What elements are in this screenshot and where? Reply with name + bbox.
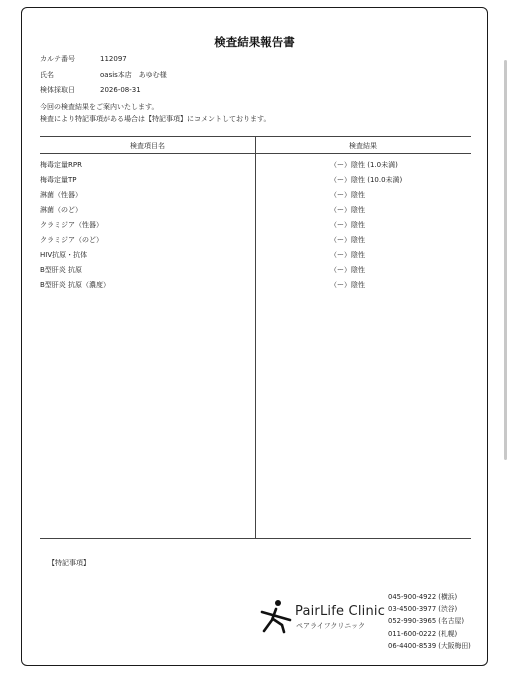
phone-number: 052-990-3965 (名古屋) (388, 617, 465, 626)
meta-label: 検体採取日 (40, 86, 75, 94)
meta-collection-date (40, 85, 141, 95)
table-row (40, 220, 471, 235)
intro-line: 今回の検査結果をご案内いたします。 (40, 103, 159, 111)
meta-value: oasis本店 あゆむ様 (100, 71, 167, 79)
header-result: 検査結果 (349, 142, 377, 150)
row-item: 淋菌（性器） (40, 191, 82, 199)
row-result: （ー）陰性 (330, 221, 365, 229)
table-row (40, 280, 471, 295)
table-row (40, 265, 471, 280)
row-result: （ー）陰性 (1.0未満) (330, 161, 398, 169)
row-result: （ー）陰性 (330, 236, 365, 244)
row-item: B型肝炎 抗原 (40, 266, 83, 274)
clinic-name-kana: ペアライフクリニック (296, 622, 365, 630)
results-table (40, 136, 471, 539)
meta-label: カルテ番号 (40, 55, 75, 63)
phone-number: 011-600-0222 (札幌) (388, 629, 458, 638)
table-row (40, 235, 471, 250)
phone-number: 06-4400-8539 (大阪梅田) (388, 641, 471, 650)
row-item: HIV抗原・抗体 (40, 251, 88, 259)
phone-number: 03-4500-3977 (渋谷) (388, 605, 458, 614)
row-item: 梅毒定量RPR (40, 161, 82, 169)
meta-label: 氏名 (40, 71, 54, 79)
row-result: （ー）陰性 (10.0未満) (330, 176, 403, 184)
row-result: （ー）陰性 (330, 191, 365, 199)
intro-line: 検査により特記事項がある場合は【特記事項】にコメントしております。 (40, 115, 271, 123)
table-row (40, 190, 471, 205)
row-result: （ー）陰性 (330, 206, 365, 214)
scrollbar[interactable] (504, 60, 507, 460)
report-title: 検査結果報告書 (214, 35, 295, 49)
phone-number: 045-900-4922 (横浜) (388, 593, 458, 601)
row-result: （ー）陰性 (330, 266, 365, 274)
running-figure-icon (260, 598, 294, 634)
row-result: （ー）陰性 (330, 251, 365, 259)
table-row (40, 175, 471, 190)
meta-value: 2026-08-31 (100, 86, 141, 94)
row-result: （ー）陰性 (330, 281, 365, 289)
report-page (21, 7, 488, 666)
clinic-name: PairLife Clinic (295, 604, 386, 619)
meta-value: 112097 (100, 55, 127, 63)
notes-label: 【特記事項】 (48, 559, 90, 567)
row-item: 淋菌（のど） (40, 206, 82, 214)
intro-text (40, 101, 270, 125)
table-row (40, 250, 471, 265)
row-item: B型肝炎 抗原（濃度） (40, 281, 111, 289)
row-item: 梅毒定量TP (40, 176, 77, 184)
table-row (40, 160, 471, 175)
meta-patient-name (40, 70, 167, 80)
clinic-logo (260, 596, 390, 636)
row-item: クラミジア（性器） (40, 221, 103, 229)
header-item: 検査項目名 (130, 142, 165, 150)
table-row (40, 205, 471, 220)
row-item: クラミジア（のど） (40, 236, 103, 244)
meta-chart-number (40, 54, 127, 64)
clinic-phone-list (388, 591, 471, 652)
